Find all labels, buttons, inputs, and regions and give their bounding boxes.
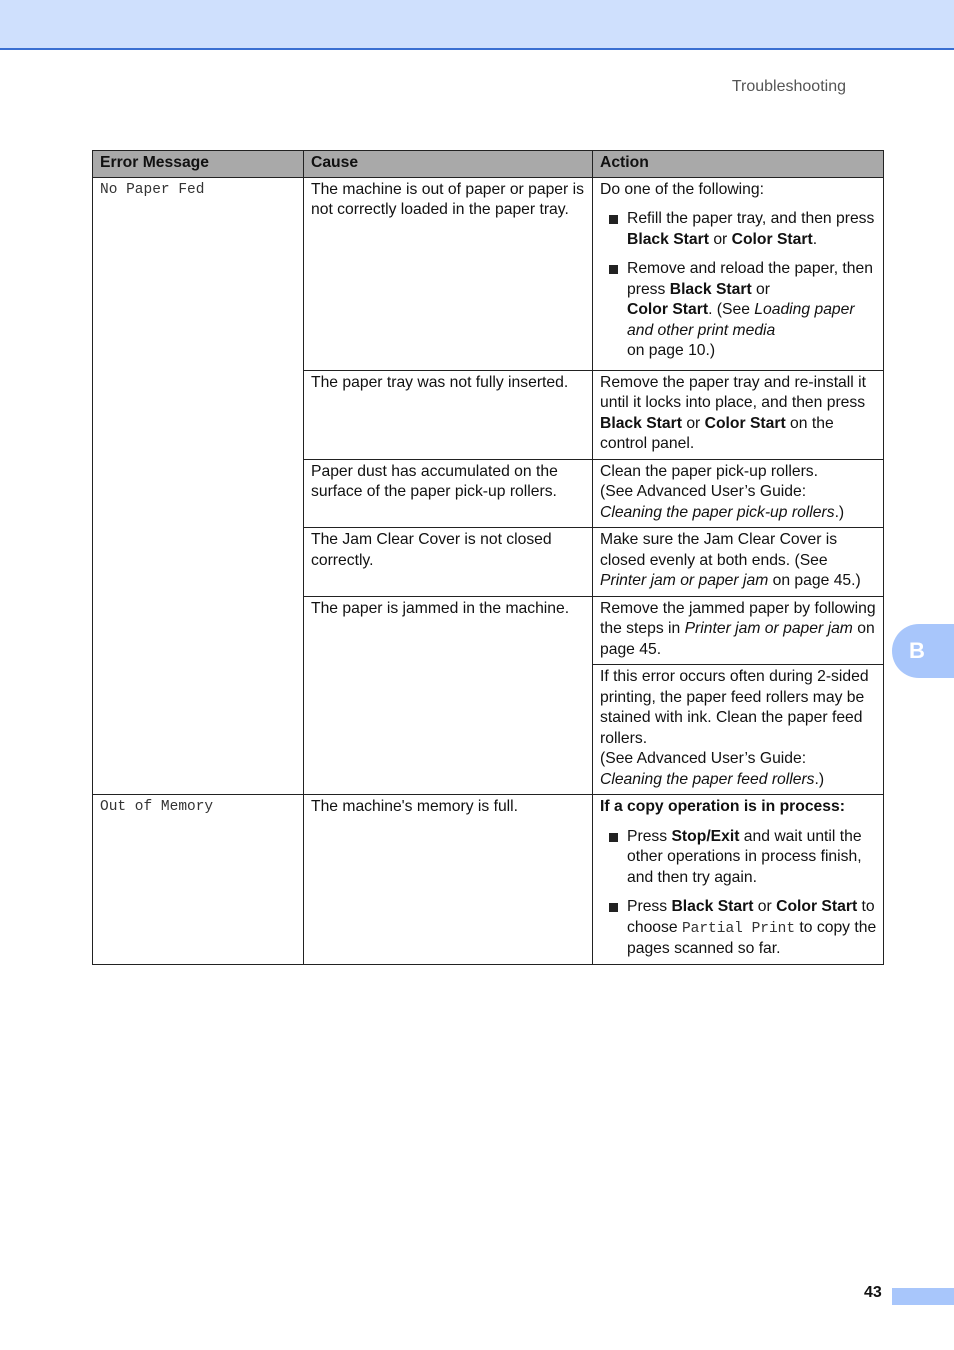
button-name: Black Start [671, 898, 754, 915]
lcd-option-text: Partial Print [681, 920, 796, 937]
action-bullet: Refill the paper tray, and then press Black Start or Color Start. [600, 209, 877, 250]
cause-cell: The Jam Clear Cover is not closed correctly. [304, 528, 593, 597]
button-name: Color Start [776, 898, 858, 915]
cause-cell: The machine is out of paper or paper is not correctly loaded in the paper tray. [304, 177, 593, 370]
column-header-action: Action [593, 151, 884, 178]
column-header-error-message: Error Message [93, 151, 304, 178]
button-name: Black Start [627, 230, 709, 248]
action-heading: If a copy operation is in process: [600, 798, 845, 815]
action-intro: Do one of the following: [600, 180, 764, 198]
button-name: Color Start [704, 414, 786, 432]
chapter-tab-b: B [892, 624, 954, 678]
action-bullet: Press Black Start or Color Start to choose Partial Print to copy the pages scanned so far. [600, 897, 877, 960]
cross-reference: Printer jam or paper jam [600, 572, 769, 589]
cross-reference: Printer jam or paper jam [684, 620, 853, 637]
troubleshooting-table [92, 150, 884, 965]
section-title: Troubleshooting [731, 78, 846, 95]
error-message-cell: No Paper Fed [93, 177, 304, 795]
action-bullet: Remove and reload the paper, then press Black Start or Color Start. (See Loading paper and other print media on page 10.) [600, 259, 877, 366]
bullet-square-icon [609, 903, 618, 912]
page-number: 43 [864, 1284, 882, 1301]
action-cell: Make sure the Jam Clear Cover is closed evenly at both ends. (See Printer jam or paper jam on page 45.) [593, 528, 884, 597]
table-row [93, 795, 884, 965]
button-name: Stop/Exit [671, 827, 740, 845]
bullet-square-icon [609, 215, 618, 224]
top-header-band [0, 0, 954, 50]
action-bullet: Press Stop/Exit and wait until the other operations in process finish, and then try again. [600, 827, 877, 889]
cause-cell: The machine's memory is full. [304, 795, 593, 965]
table-row [93, 177, 884, 370]
button-name: Color Start [731, 230, 813, 248]
cause-cell: The paper tray was not fully inserted. [304, 370, 593, 459]
table-header-row [93, 151, 884, 178]
bullet-square-icon [609, 833, 618, 842]
action-cell [593, 177, 884, 370]
action-cell: Remove the paper tray and re-install it until it locks into place, and then press Black Start or Color Start on the control panel. [593, 370, 884, 459]
cross-reference: Loading paper and other print media [627, 301, 855, 339]
bullet-square-icon [609, 265, 618, 274]
action-cell: Clean the paper pick-up rollers. (See Advanced User’s Guide: Cleaning the paper pick-up rollers.) [593, 459, 884, 528]
action-cell [593, 795, 884, 965]
cause-cell: The paper is jammed in the machine. [304, 596, 593, 795]
button-name: Color Start [627, 301, 709, 318]
action-cell: Remove the jammed paper by following the steps in Printer jam or paper jam on page 45. [593, 596, 884, 665]
cross-reference: Cleaning the paper feed rollers [600, 770, 815, 788]
cause-cell: Paper dust has accumulated on the surface of the paper pick-up rollers. [304, 459, 593, 528]
button-name: Black Start [600, 414, 682, 432]
column-header-cause: Cause [304, 151, 593, 178]
cross-reference: Cleaning the paper pick-up rollers [600, 503, 835, 521]
button-name: Black Start [669, 280, 752, 298]
action-cell: If this error occurs often during 2-sided printing, the paper feed rollers may be stained with ink. Clean the paper feed rollers. (See Advanced User’s Guide: Cleaning the paper feed rollers.) [593, 665, 884, 795]
page-number-bar [892, 1288, 954, 1305]
error-message-cell: Out of Memory [93, 795, 304, 965]
